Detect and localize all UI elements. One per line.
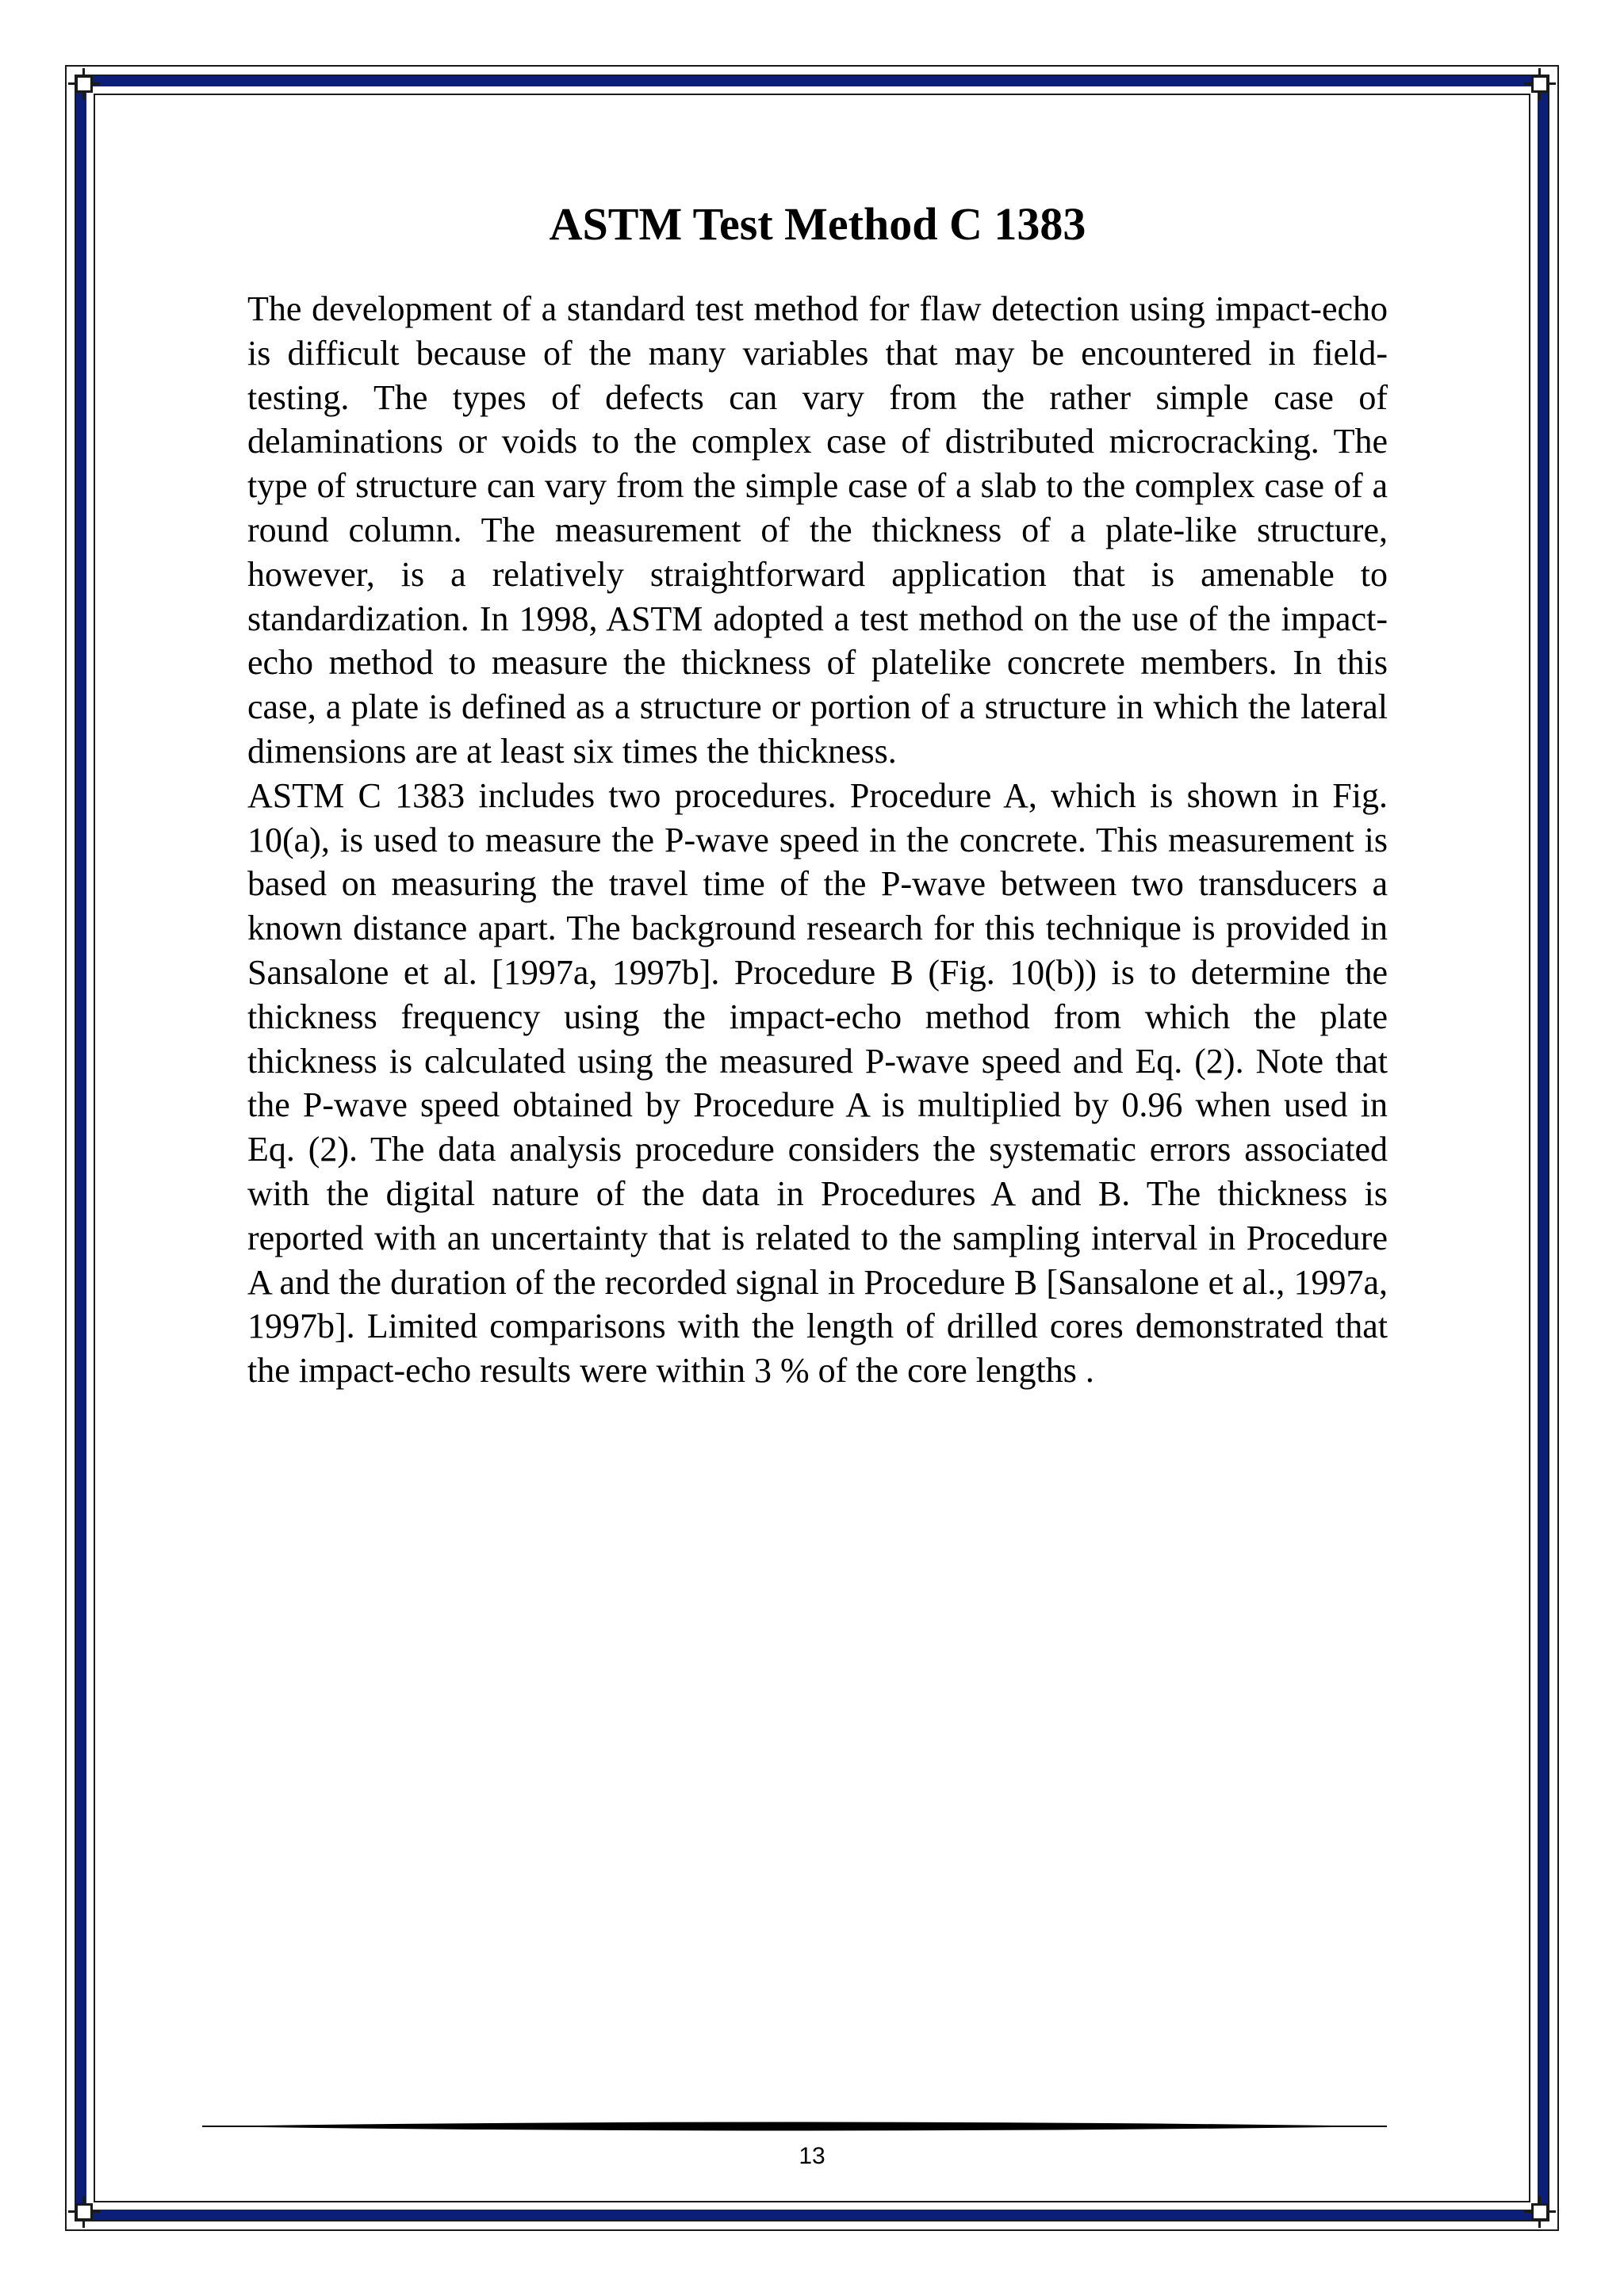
border-corner-ornament: [68, 68, 100, 100]
border-corner-ornament: [68, 2196, 100, 2228]
footer-divider: [202, 2118, 1387, 2134]
paragraph-procedures: ASTM C 1383 includes two procedures. Procedure A, which is shown in Fig. 10(a), is used to measure the P-wave speed in the concrete. This measurement is based on measuring the travel time of the P-wave between two transducers a known distance apart. The background research for this technique is provided in Sansalone et al. [1997a, 1997b]. Procedure B (Fig. 10(b)) is to determine the thickness frequency using the impact-echo method from which the plate thickness is calculated using the measured P-wave speed and Eq. (2). Note that the P-wave speed obtained by Procedure A is multiplied by 0.96 when used in Eq. (2). The data analysis procedure considers the systematic errors associated with the digital nature of the data in Procedures A and B. The thickness is reported with an uncertainty that is related to the sampling interval in Procedure A and the duration of the recorded signal in Procedure B [Sansalone et al., 1997a, 1997b]. Limited comparisons with the length of drilled cores demonstrated that the impact-echo results were within 3 % of the core lengths .: [247, 775, 1388, 1391]
body-text: [247, 287, 1388, 1393]
paragraph-introduction: The development of a standard test method for flaw detection using impact-echo is difficult because of the many variables that may be encountered in field-testing. The types of defects can vary from the rather simple case of delaminations or voids to the complex case of distributed microcracking. The type of structure can vary from the simple case of a slab to the complex case of a round column. The measurement of the thickness of a plate-like structure, however, is a relatively straightforward application that is amenable to standardization. In 1998, ASTM adopted a test method on the use of the impact-echo method to measure the thickness of platelike concrete members. In this case, a plate is defined as a structure or portion of a structure in which the lateral dimensions are at least six times the thickness.: [247, 289, 1388, 771]
page-title: ASTM Test Method C 1383: [549, 198, 1086, 250]
border-corner-ornament: [1524, 68, 1556, 100]
border-corner-ornament: [1524, 2196, 1556, 2228]
page-number: 13: [799, 2143, 825, 2169]
